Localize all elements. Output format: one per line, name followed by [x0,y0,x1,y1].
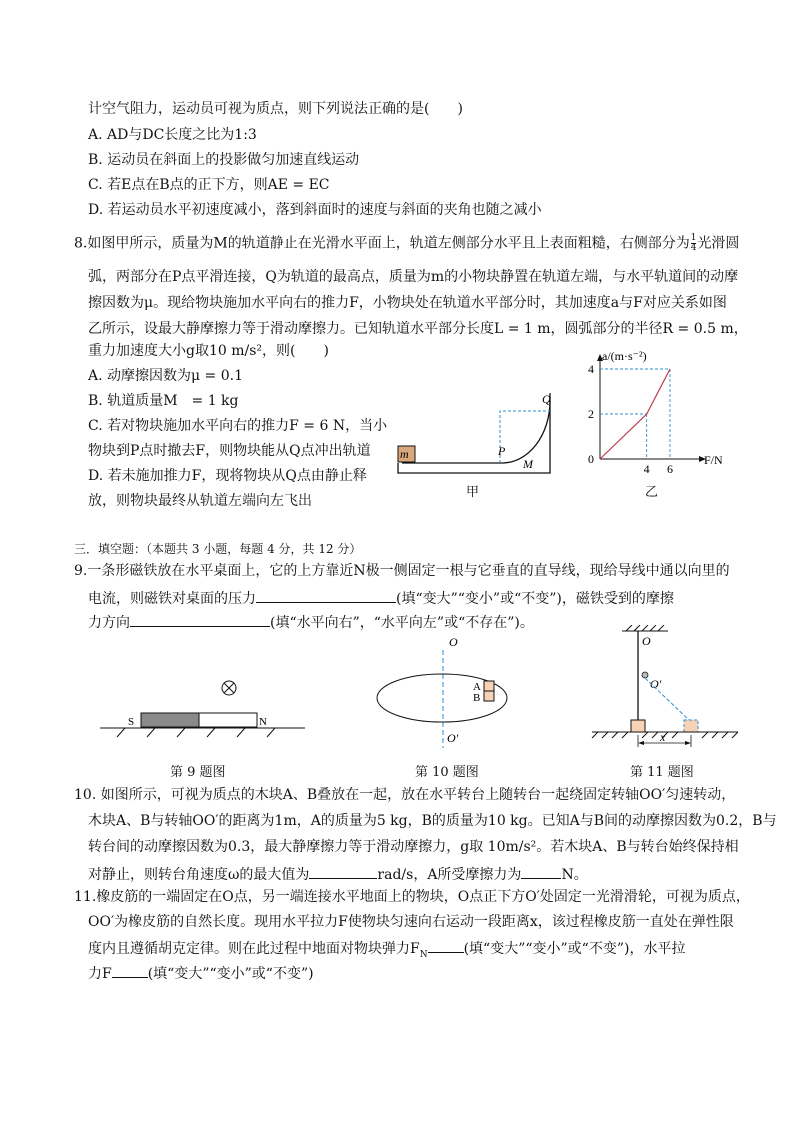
q11-stem-line4: 力F (填“变大”“变小”或“不变”) [88,963,314,983]
y-axis-label: a/(m·s⁻²) [602,349,647,363]
q9-stem-line3: 力方向 (填“水平向右”，“水平向左”或“不存在”)。 [88,612,534,632]
figure-9-magnet [95,675,305,745]
label-track-m: M [523,457,533,471]
figure-11-rubber-band [590,625,740,750]
label-a: A [473,681,481,693]
q8-option-b: B. 轨道质量M = 1 kg [88,393,239,409]
q10-stem-line2: 木块A、B与转轴OO′的距离为1m，A的质量为5 kg，B的质量为10 kg。已知A与B间的动摩擦因数为0.2，B与 [88,813,777,829]
figure-jia-track [392,385,572,495]
block-end [684,720,698,732]
magnet-n-half [199,713,257,727]
q10-stem-line4: 对静止，则转台角速度ω的最大值为 rad/s，A所受摩擦力为 N。 [88,864,588,884]
figure-10-turntable [370,630,520,754]
track-surface [402,401,550,463]
figure-jia-caption: 甲 [466,485,480,500]
q9-blank-2[interactable] [130,612,270,627]
q7-option-c: C. 若E点在B点的正下方，则AE = EC [88,177,330,193]
y-tick-label: 4 [588,362,594,376]
figure-11-caption: 第 11 题图 [630,765,694,780]
x-axis-label: F/N [704,453,723,467]
q11-blank-2[interactable] [112,963,148,978]
q9-stem-line1: 9.一条形磁铁放在水平桌面上，它的上方靠近N极一侧固定一根与它垂直的直导线，现给导线中通以向里的 [74,563,730,579]
pulley-icon [642,672,648,678]
x-tick-label: 4 [643,462,650,476]
figure-10-caption: 第 10 题图 [415,765,479,780]
q8-stem-line3: 擦因数为μ。现给物块施加水平向右的推力F，小物块处在轨道水平部分时，其加速度a与F对应关系如图 [88,295,727,311]
fraction-quarter: $\frac{1}{4}$ [690,233,697,253]
q8-option-d-line2: 放，则物块最终从轨道左端向左飞出 [88,493,312,509]
figure-yi-caption: 乙 [645,485,659,500]
label-m: m [400,447,409,461]
block-b [484,691,494,701]
q10-blank-2[interactable] [521,864,561,879]
label-p: P [498,444,506,458]
q10-stem-line3: 转台间的动摩擦因数为0.3，最大静摩擦力等于滑动摩擦力，g取 10m/s²。若木块A、B与转台始终保持相 [88,839,739,855]
q8-stem-line1: 8.如图甲所示，质量为M的轨道静止在光滑水平面上，轨道左侧部分水平且上表面粗糙，右侧部分为 $\frac{1}{4}$ 光滑圆 [74,233,740,253]
q11-stem-line2: OO′为橡皮筋的自然长度。现用水平拉力F使物块匀速向右运动一段距离x，该过程橡皮筋一直处在弹性限 [88,914,734,930]
q8-option-c-line2: 物块到P点时撤去F，则物块能从Q点冲出轨道 [88,443,371,459]
section3-header: 三．填空题：（本题共 3 小题，每题 4 分，共 12 分） [74,542,362,556]
q11-stem-line3: 度内且遵循胡克定律。则在此过程中地面对物块弹力$F_N$ (填“变大”“变小”或“不变”)，水平拉 [88,938,685,964]
label-o: O [642,634,651,648]
q7-option-b: B. 运动员在斜面上的投影做匀加速直线运动 [88,152,360,168]
q8-stem-line4: 乙所示，设最大静摩擦力等于滑动摩擦力。已知轨道水平部分长度L = 1 m，圆弧部分的半径R = 0.5 m， [88,321,748,337]
label-o: O [449,635,458,649]
y-tick-label: 0 [588,452,594,466]
q10-stem-line1: 10. 如图所示，可视为质点的木块A、B叠放在一起，放在水平转台上随转台一起绕固定转轴OO′匀速转动， [74,787,736,803]
block-start [631,720,645,732]
figure-yi-chart [580,346,730,476]
q7-option-d: D. 若运动员水平初速度减小，落到斜面时的速度与斜面的夹角也随之减小 [88,202,542,218]
q8-option-c-line1: C. 若对物块施加水平向右的推力F = 6 N，当小 [88,418,388,434]
label-n: N [259,716,267,728]
q10-blank-1[interactable] [309,864,377,879]
block-a [484,681,494,691]
q8-stem-line5: 重力加速度大小g取10 m/s²，则( ) [88,343,329,359]
band-displaced-dashed [645,678,690,721]
q7-stem-tail: 计空气阻力，运动员可视为质点，则下列说法正确的是( ) [88,101,463,117]
label-x: x [660,730,666,744]
label-o-prime: O′ [650,677,662,691]
x-tick-label: 6 [667,462,673,476]
q8-option-d-line1: D. 若未施加推力F，现将物块从Q点由静止释 [88,468,367,484]
y-tick-label: 2 [588,407,594,421]
magnet-s-half [141,713,199,727]
q7-option-a: A. AD与DC长度之比为1:3 [88,127,257,143]
label-s: S [128,716,135,728]
q9-blank-1[interactable] [256,588,396,603]
label-q: Q [542,392,551,406]
q8-option-a: A. 动摩擦因数为μ = 0.1 [88,368,244,384]
q9-stem-line2: 电流，则磁铁对桌面的压力 (填“变大”“变小”或“不变”)，磁铁受到的摩擦 [88,588,674,608]
label-o-prime: O′ [447,731,459,745]
q11-stem-line1: 11.橡皮筋的一端固定在O点，另一端连接水平地面上的物块，O点正下方O′处固定一光滑滑轮，可视为质点， [74,889,750,905]
q11-blank-1[interactable] [428,938,464,953]
q8-stem-line2: 弧，两部分在P点平滑连接，Q为轨道的最高点，质量为m的小物块静置在轨道左端，与水平轨道间的动摩 [88,269,739,285]
label-b: B [473,692,481,704]
figure-9-caption: 第 9 题图 [170,765,226,780]
